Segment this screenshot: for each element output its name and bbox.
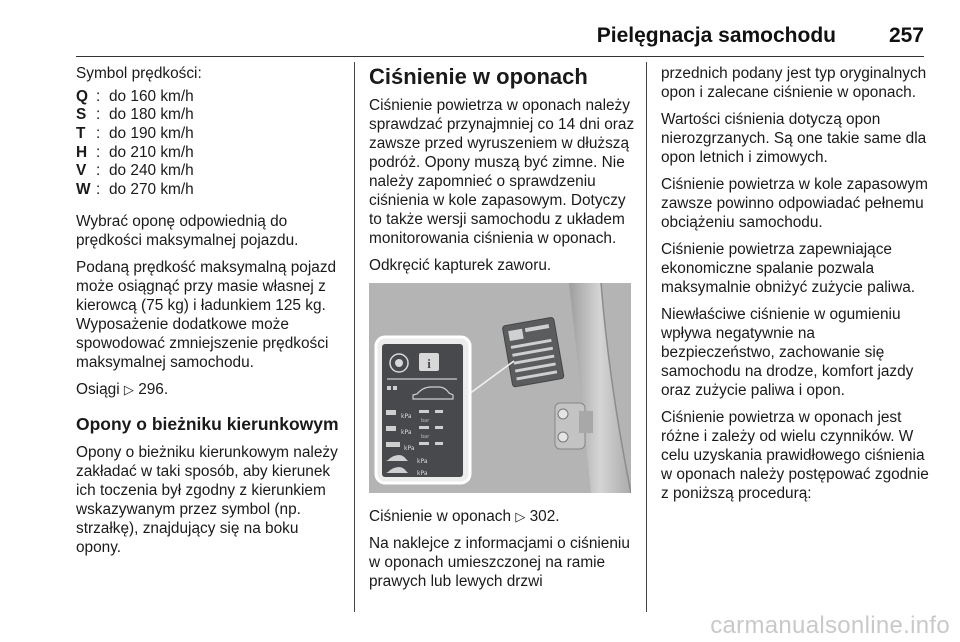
speed-value: do 160 km/h — [109, 87, 194, 105]
speed-separator: : — [96, 124, 101, 142]
svg-text:i: i — [427, 356, 431, 371]
paragraph-directional-tyres: Opony o bieżniku kierunkowym należy zakładać w taki sposób, aby kierunek ich toczenia był zgodny z kierunkiem wskazywanym przez symbol (np. strzałkę), znajdujący się na boku opony. — [76, 443, 338, 556]
speed-letter: Q — [76, 87, 88, 105]
speed-value: do 210 km/h — [109, 143, 194, 161]
paragraph-tyre-type: przednich podany jest typ oryginalnych opon i zalecane ciśnienie w oponach. — [661, 65, 927, 101]
speed-separator: : — [96, 106, 101, 124]
label-kpa-5: kPa — [417, 470, 428, 477]
speed-separator: : — [96, 162, 101, 180]
page-header — [0, 0, 960, 62]
label-kpa-1: kPa — [401, 413, 412, 420]
speed-letter: T — [76, 124, 86, 142]
speed-separator: : — [96, 143, 101, 161]
paragraph-wrong-pressure: Niewłaściwe ciśnienie w ogumieniu wpływa negatywnie na bezpieczeństwo, zachowanie się samochodu na drodze, komfort jazdy oraz zużycie paliwa i opon. — [661, 306, 914, 399]
paragraph-economy-pressure: Ciśnienie powietrza zapewniające ekonomiczne spalanie pozwala maksymalnie obniżyć zużycie paliwa. — [661, 241, 916, 296]
page-number: 257 — [888, 24, 924, 47]
paragraph-valve-cap: Odkręcić kapturek zaworu. — [369, 257, 552, 274]
reference-arrow-icon: ▷ — [515, 509, 526, 524]
label-kpa-4: kPa — [417, 458, 428, 465]
speed-value: do 270 km/h — [109, 180, 194, 198]
speed-row — [76, 106, 344, 125]
left-column — [76, 64, 344, 565]
paragraph-spare-wheel: Ciśnienie powietrza w kole zapasowym zawsze powinno odpowiadać pełnemu obciążeniu samochodu. — [661, 176, 928, 231]
speed-letter: W — [76, 180, 91, 198]
paragraph-max-speed: Podaną prędkość maksymalną pojazd może osiągnąć przy masie własnej z kierowcą (75 kg) i ładunkiem 125 kg. Wyposażenie dodatkowe może spowodować zmniejszenie prędkości maksymalnej samochodu. — [76, 258, 337, 371]
paragraph-cold-tyres: Wartości ciśnienia dotyczą opon nierozgrzanych. Są one takie same dla opon letnich i zimowych. — [661, 111, 927, 166]
paragraph-performance-ref — [76, 380, 344, 399]
heading-tyre-pressure: Ciśnienie w oponach — [369, 64, 588, 89]
tyre-pressure-label-figure — [369, 283, 631, 493]
paragraph-check-pressure: Ciśnienie powietrza w oponach należy sprawdzać przynajmniej co 14 dni oraz zawsze przed wyruszeniem w dłuższą podróż. Opony muszą być zimne. Nie należy zapomnieć o sprawdzeniu ciśnienia w kole zapasowym. Dotyczy to także wersji samochodu z układem monitorowania ciśnienia w oponach. — [369, 97, 635, 247]
label-bar-1: bar — [421, 418, 430, 424]
column-divider-1 — [354, 62, 355, 612]
right-column — [661, 64, 929, 511]
watermark: carmanualsonline.info — [710, 612, 950, 639]
paragraph-choose-tyre: Wybrać oponę odpowiednią do prędkości maksymalnej pojazdu. — [76, 212, 299, 249]
speed-row — [76, 87, 344, 106]
section-title: Pielęgnacja samochodu — [596, 24, 836, 47]
ref-text: Osiągi — [76, 380, 120, 398]
speed-value: do 240 km/h — [109, 162, 194, 180]
speed-value: do 190 km/h — [109, 124, 194, 142]
speed-letter: V — [76, 162, 87, 180]
subheading-directional-tyres: Opony o bieżniku kierunkowym — [76, 413, 339, 434]
speed-separator: : — [96, 180, 101, 198]
label-kpa-3: kPa — [404, 445, 415, 452]
ref-page-link[interactable]: 302. — [529, 508, 560, 525]
speed-value: do 180 km/h — [109, 106, 194, 124]
paragraph-door-sticker: Na naklejce z informacjami o ciśnieniu w oponach umieszczonej na ramie prawych lub lewych drzwi — [369, 535, 630, 590]
speed-symbol-intro: Symbol prędkości: — [76, 65, 202, 82]
reference-arrow-icon: ▷ — [123, 381, 134, 397]
middle-column — [369, 64, 635, 599]
paragraph-pressure-ref — [369, 507, 635, 526]
ref-page-link[interactable]: 296. — [138, 380, 169, 398]
speed-symbol-table — [76, 87, 344, 199]
speed-row — [76, 180, 344, 199]
speed-letter: S — [76, 106, 87, 124]
paragraph-procedure: Ciśnienie powietrza w oponach jest różne i zależy od wielu czynników. W celu uzyskania prawidłowego ciśnienia w oponach należy postępować zgodnie z poniższą procedurą: — [661, 409, 929, 502]
column-divider-2 — [646, 62, 647, 612]
speed-separator: : — [96, 87, 101, 105]
speed-row — [76, 124, 344, 143]
speed-letter: H — [76, 143, 88, 161]
door-frame-illustration — [369, 283, 631, 493]
label-kpa-2: kPa — [401, 429, 412, 436]
ref-text: Ciśnienie w oponach — [369, 508, 512, 525]
label-bar-2: bar — [421, 434, 430, 440]
header-divider — [76, 56, 924, 57]
speed-row — [76, 143, 344, 162]
speed-row — [76, 161, 344, 180]
